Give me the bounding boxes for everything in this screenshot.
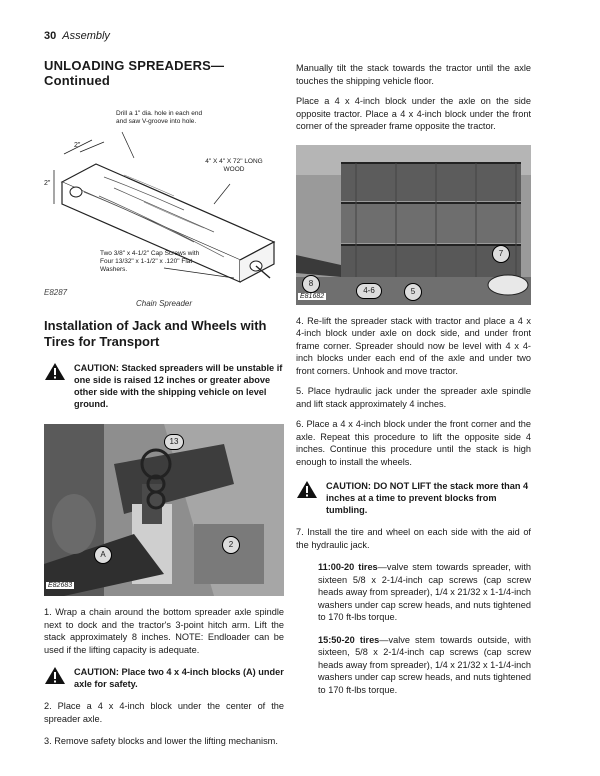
warning-triangle-icon <box>44 666 66 685</box>
jack-photo <box>44 424 284 596</box>
photo-callout-2: 2 <box>222 536 240 554</box>
tire-spec-1-label: 11:00-20 tires <box>318 562 378 572</box>
photo-callout-7: 7 <box>492 245 510 263</box>
subsection-heading: Installation of Jack and Wheels with Tires for Transport <box>44 318 267 349</box>
tire-spec-2-text: —valve stem towards outside, with sixteen, 5/8 x 2-1/4-inch cap screws (cap screw heads away from spreader), 1/4 x 21/32 x 1-1/4-inch washers under cap screw heads, and nuts tightened to 170 ft-lbs torque. <box>318 634 531 695</box>
page-header <box>44 30 110 42</box>
page-number: 30 <box>44 30 57 42</box>
tire-spec-15-50-20 <box>296 634 531 697</box>
photo-fig-code: E81682 <box>300 292 325 300</box>
left-column <box>44 58 284 748</box>
caution-safety-blocks <box>44 666 284 690</box>
step-7: 7. Install the tire and wheel on each side with the aid of the hydraulic jack. <box>296 527 531 550</box>
tire-spec-2-label: 15:50-20 tires <box>318 634 380 645</box>
caution-text-2: CAUTION: Place two 4 x 4-inch blocks (A) under axle for safety. <box>74 667 284 689</box>
step-3: 3. Remove safety blocks and lower the lifting mechanism. <box>44 736 278 746</box>
photo-callout-8: 8 <box>302 275 320 293</box>
axle-chain-photo <box>44 424 284 596</box>
caution-text-3: CAUTION: DO NOT LIFT the stack more than 4 inches at a time to prevent blocks from tumbling. <box>326 481 529 515</box>
photo-callout-5: 5 <box>404 283 422 301</box>
tire-spec-11-00-20 <box>296 561 531 624</box>
stacked-spreaders-photo <box>296 145 531 305</box>
tire-spec-1-text: —valve stem towards spreader, with sixteen 5/8 x 2-1/4-inch cap screws (cap screw heads away from spreader), 1/4 x 21/32 x 1-1/4-inch washers under cap screw heads, and nuts tightened to 170 ft-lbs torque. <box>318 562 531 622</box>
step-2: 2. Place a 4 x 4-inch block under the center of the spreader axle. <box>44 701 284 724</box>
side-dimension-label: 2" <box>44 180 51 187</box>
drill-note: Drill a 1" dia. hole in each end and saw V-groove into hole. <box>116 110 203 125</box>
wood-size-label: 4" X 4" X 72" LONG WOOD <box>205 158 263 173</box>
photo-callout-4-6: 4-6 <box>356 283 382 299</box>
section-name: Assembly <box>62 30 110 42</box>
top-dimension-label: 2" <box>74 142 81 149</box>
step-5: 5. Place hydraulic jack under the spreader axle spindle and lift stack approximately 4 inches. <box>296 386 531 409</box>
caution-lift-limit <box>296 480 531 516</box>
caution-unstable-stack <box>44 362 284 410</box>
spreader-stack-photo <box>296 145 531 305</box>
section-title: UNLOADING SPREADERS—Continued <box>44 58 225 88</box>
step-6: 6. Place a 4 x 4-inch block under the front corner and the axle. Repeat this procedure to lift the opposite side 4 inches. Continue this procedure until the stack is high enough to install the wheels. <box>296 419 531 467</box>
step-4: 4. Re-lift the spreader stack with tractor and place a 4 x 4-inch block under axle on dock side, and under front frame corner. Spreader should now be level with 4 x 4-inch blocks under each end of the axle and under two front corners. Unhook and move tractor. <box>296 315 531 376</box>
diagram-caption: Chain Spreader <box>135 299 193 308</box>
diagram-fig-code: E8287 <box>44 288 68 297</box>
intro-paragraph-2: Place a 4 x 4-inch block under the axle on the side opposite tractor. Place a 4 x 4-inch block under the front corner of the spreader frame opposite the tractor. <box>296 96 531 131</box>
photo-callout-a: A <box>94 546 112 564</box>
chain-spreader-diagram <box>44 92 284 292</box>
intro-paragraph-1: Manually tilt the stack towards the tractor until the axle touches the shipping vehicle floor. <box>296 63 531 86</box>
photo-callout-13: 13 <box>164 434 184 450</box>
step-1: 1. Wrap a chain around the bottom spreader axle spindle next to dock and the tractor's 3-point hitch arm. Lift the stack approximately 8 inches. NOTE: Endloader can be used if the lifting capacity is adequate. <box>44 607 284 655</box>
right-column <box>296 62 531 696</box>
photo-fig-code: E82683 <box>48 582 73 589</box>
warning-triangle-icon <box>44 362 66 381</box>
warning-triangle-icon <box>296 480 318 499</box>
caution-text-1: CAUTION: Stacked spreaders will be unstable if one side is raised 12 inches or greater above other side with the shipping vehicle on level ground. <box>74 363 283 409</box>
cap-screw-label: Two 3/8" x 4-1/2" Cap Screws with Four 13/32" x 1-1/2" x .120" Flat Washers. <box>100 250 200 273</box>
